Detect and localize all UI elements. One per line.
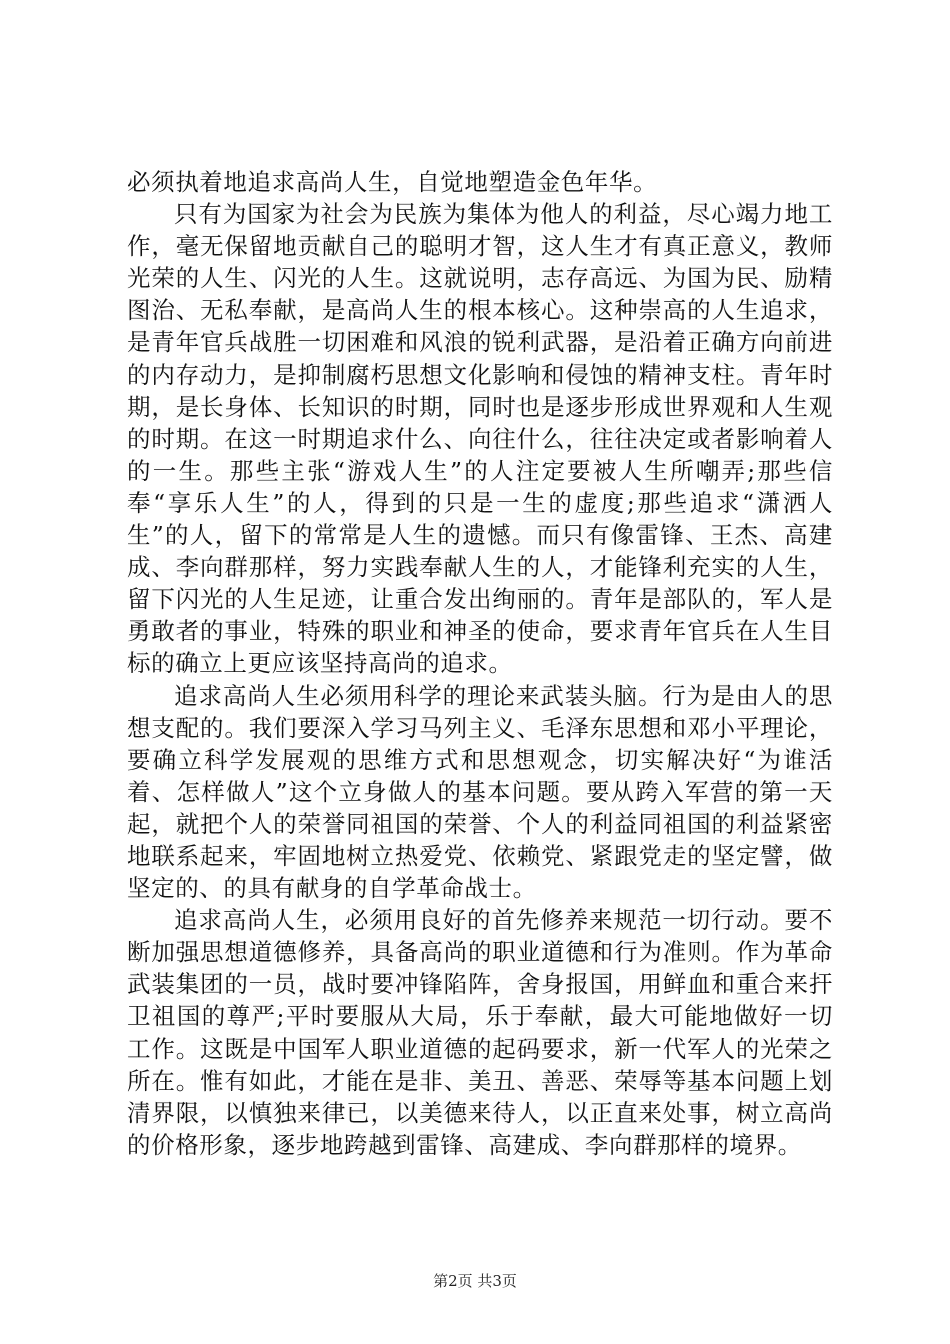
paragraph-2: 只有为国家为社会为民族为集体为他人的利益，尽心竭力地工作，毫无保留地贡献自己的聪明才智，这人生才有真正意义，教师光荣的人生、闪光的人生。这就说明，志存高远、为国为民、励精图治、无私奉献，是高尚人生的根本核心。这种崇高的人生追求，是青年官兵战胜一切困难和风浪的锐利武器，是沿着正确方向前进的内存动力，是抑制腐朽思想文化影响和侵蚀的精神支柱。青年时期，是长身体、长知识的时期，同时也是逐步形成世界观和人生观的时期。在这一时期追求什么、向往什么，往往决定或者影响着人的一生。那些主张“游戏人生”的人注定要被人生所嘲弄;那些信奉“享乐人生”的人，得到的只是一生的虚度;那些追求“潇洒人生”的人，留下的常常是人生的遗憾。而只有像雷锋、王杰、高建成、李向群那样，努力实践奉献人生的人，才能锋利充实的人生，留下闪光的人生足迹，让重合发出绚丽的。青年是部队的，军人是勇敢者的事业，特殊的职业和神圣的使命，要求青年官兵在人生目标的确立上更应该坚持高尚的追求。 — [127, 200, 833, 678]
paragraph-1: 必须执着地追求高尚人生，自觉地塑造金色年华。 — [127, 168, 658, 196]
document-body — [127, 166, 833, 1161]
page-footer — [0, 1270, 950, 1291]
page-number: 第2页 共3页 — [433, 1272, 517, 1290]
paragraph-4: 追求高尚人生，必须用良好的首先修养来规范一切行动。要不断加强思想道德修养，具备高尚的职业道德和行为准则。作为革命武装集团的一员，战时要冲锋陷阵，舍身报国，用鲜血和重合来扞卫祖国的尊严;平时要服从大局，乐于奉献，最大可能地做好一切工作。这既是中国军人职业道德的起码要求，新一代军人的光荣之所在。惟有如此，才能在是非、美丑、善恶、荣辱等基本问题上划清界限，以慎独来律已，以美德来待人，以正直来处事，树立高尚的价格形象，逐步地跨越到雷锋、高建成、李向群那样的境界。 — [127, 906, 833, 1159]
paragraph-3: 追求高尚人生必须用科学的理论来武装头脑。行为是由人的思想支配的。我们要深入学习马列主义、毛泽东思想和邓小平理论，要确立科学发展观的思维方式和思想观念，切实解决好“为谁活着、怎样做人”这个立身做人的基本问题。要从跨入军营的第一天起，就把个人的荣誉同祖国的荣誉、个人的利益同祖国的利益紧密地联系起来，牢固地树立热爱党、依赖党、紧跟党走的坚定譬，做坚定的、的具有献身的自学革命战士。 — [127, 681, 833, 903]
